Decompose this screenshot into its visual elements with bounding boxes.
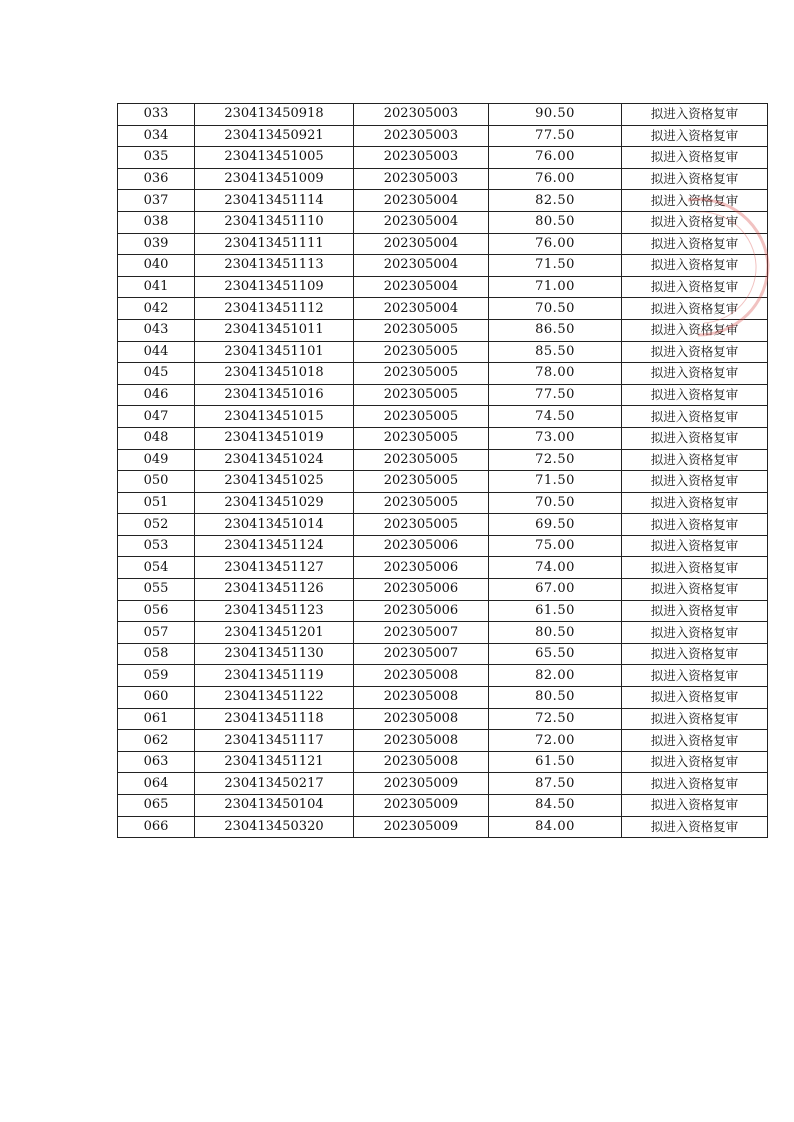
table-row	[118, 622, 768, 644]
result-cell: 拟进入资格复审	[622, 384, 768, 406]
position-code-cell: 202305005	[354, 471, 489, 493]
result-cell: 拟进入资格复审	[622, 622, 768, 644]
results-table-body	[118, 104, 768, 838]
result-cell: 拟进入资格复审	[622, 104, 768, 126]
seq-cell: 058	[118, 643, 195, 665]
seq-cell: 041	[118, 276, 195, 298]
seq-cell: 033	[118, 104, 195, 126]
results-table	[117, 103, 768, 838]
seq-cell: 045	[118, 363, 195, 385]
score-cell: 87.50	[489, 773, 622, 795]
candidate-id-cell: 230413451024	[195, 449, 354, 471]
seq-cell: 053	[118, 535, 195, 557]
result-cell: 拟进入资格复审	[622, 492, 768, 514]
position-code-cell: 202305009	[354, 773, 489, 795]
candidate-id-cell: 230413451118	[195, 708, 354, 730]
table-row	[118, 751, 768, 773]
candidate-id-cell: 230413451113	[195, 255, 354, 277]
seq-cell: 052	[118, 514, 195, 536]
position-code-cell: 202305006	[354, 557, 489, 579]
candidate-id-cell: 230413451121	[195, 751, 354, 773]
candidate-id-cell: 230413451201	[195, 622, 354, 644]
table-row	[118, 147, 768, 169]
score-cell: 61.50	[489, 600, 622, 622]
table-row	[118, 449, 768, 471]
result-cell: 拟进入资格复审	[622, 751, 768, 773]
position-code-cell: 202305009	[354, 816, 489, 838]
result-cell: 拟进入资格复审	[622, 233, 768, 255]
score-cell: 86.50	[489, 319, 622, 341]
result-cell: 拟进入资格复审	[622, 773, 768, 795]
candidate-id-cell: 230413451126	[195, 579, 354, 601]
score-cell: 77.50	[489, 125, 622, 147]
result-cell: 拟进入资格复审	[622, 341, 768, 363]
score-cell: 69.50	[489, 514, 622, 536]
position-code-cell: 202305004	[354, 211, 489, 233]
position-code-cell: 202305005	[354, 384, 489, 406]
position-code-cell: 202305006	[354, 600, 489, 622]
result-cell: 拟进入资格复审	[622, 643, 768, 665]
result-cell: 拟进入资格复审	[622, 795, 768, 817]
result-cell: 拟进入资格复审	[622, 579, 768, 601]
candidate-id-cell: 230413451009	[195, 168, 354, 190]
score-cell: 80.50	[489, 687, 622, 709]
candidate-id-cell: 230413451112	[195, 298, 354, 320]
position-code-cell: 202305003	[354, 104, 489, 126]
result-cell: 拟进入资格复审	[622, 557, 768, 579]
seq-cell: 047	[118, 406, 195, 428]
result-cell: 拟进入资格复审	[622, 406, 768, 428]
score-cell: 71.50	[489, 255, 622, 277]
table-row	[118, 363, 768, 385]
table-row	[118, 233, 768, 255]
position-code-cell: 202305007	[354, 622, 489, 644]
table-row	[118, 579, 768, 601]
result-cell: 拟进入资格复审	[622, 687, 768, 709]
position-code-cell: 202305005	[354, 514, 489, 536]
score-cell: 85.50	[489, 341, 622, 363]
candidate-id-cell: 230413451101	[195, 341, 354, 363]
candidate-id-cell: 230413451123	[195, 600, 354, 622]
seq-cell: 042	[118, 298, 195, 320]
candidate-id-cell: 230413450921	[195, 125, 354, 147]
candidate-id-cell: 230413451130	[195, 643, 354, 665]
seq-cell: 037	[118, 190, 195, 212]
score-cell: 76.00	[489, 233, 622, 255]
candidate-id-cell: 230413451111	[195, 233, 354, 255]
position-code-cell: 202305007	[354, 643, 489, 665]
position-code-cell: 202305005	[354, 341, 489, 363]
candidate-id-cell: 230413450217	[195, 773, 354, 795]
position-code-cell: 202305005	[354, 449, 489, 471]
table-row	[118, 535, 768, 557]
seq-cell: 056	[118, 600, 195, 622]
seq-cell: 055	[118, 579, 195, 601]
seq-cell: 051	[118, 492, 195, 514]
position-code-cell: 202305008	[354, 730, 489, 752]
table-row	[118, 557, 768, 579]
position-code-cell: 202305009	[354, 795, 489, 817]
position-code-cell: 202305008	[354, 665, 489, 687]
candidate-id-cell: 230413451019	[195, 427, 354, 449]
table-row	[118, 773, 768, 795]
candidate-id-cell: 230413451016	[195, 384, 354, 406]
candidate-id-cell: 230413450918	[195, 104, 354, 126]
score-cell: 71.50	[489, 471, 622, 493]
score-cell: 84.50	[489, 795, 622, 817]
result-cell: 拟进入资格复审	[622, 449, 768, 471]
position-code-cell: 202305008	[354, 751, 489, 773]
table-row	[118, 816, 768, 838]
candidate-id-cell: 230413451015	[195, 406, 354, 428]
candidate-id-cell: 230413451005	[195, 147, 354, 169]
result-cell: 拟进入资格复审	[622, 363, 768, 385]
seq-cell: 063	[118, 751, 195, 773]
result-cell: 拟进入资格复审	[622, 276, 768, 298]
score-cell: 65.50	[489, 643, 622, 665]
result-cell: 拟进入资格复审	[622, 708, 768, 730]
seq-cell: 057	[118, 622, 195, 644]
result-cell: 拟进入资格复审	[622, 190, 768, 212]
result-cell: 拟进入资格复审	[622, 600, 768, 622]
seq-cell: 043	[118, 319, 195, 341]
score-cell: 70.50	[489, 492, 622, 514]
table-row	[118, 471, 768, 493]
candidate-id-cell: 230413451025	[195, 471, 354, 493]
score-cell: 72.00	[489, 730, 622, 752]
position-code-cell: 202305005	[354, 492, 489, 514]
result-cell: 拟进入资格复审	[622, 147, 768, 169]
candidate-id-cell: 230413451110	[195, 211, 354, 233]
seq-cell: 039	[118, 233, 195, 255]
table-row	[118, 104, 768, 126]
result-cell: 拟进入资格复审	[622, 471, 768, 493]
score-cell: 80.50	[489, 622, 622, 644]
table-row	[118, 730, 768, 752]
table-row	[118, 600, 768, 622]
table-row	[118, 514, 768, 536]
table-row	[118, 298, 768, 320]
score-cell: 72.50	[489, 708, 622, 730]
candidate-id-cell: 230413451117	[195, 730, 354, 752]
score-cell: 90.50	[489, 104, 622, 126]
score-cell: 74.00	[489, 557, 622, 579]
table-row	[118, 643, 768, 665]
candidate-id-cell: 230413451127	[195, 557, 354, 579]
seq-cell: 050	[118, 471, 195, 493]
result-cell: 拟进入资格复审	[622, 319, 768, 341]
seq-cell: 035	[118, 147, 195, 169]
position-code-cell: 202305006	[354, 579, 489, 601]
result-cell: 拟进入资格复审	[622, 730, 768, 752]
table-row	[118, 427, 768, 449]
score-cell: 74.50	[489, 406, 622, 428]
table-row	[118, 125, 768, 147]
result-cell: 拟进入资格复审	[622, 514, 768, 536]
score-cell: 73.00	[489, 427, 622, 449]
position-code-cell: 202305005	[354, 363, 489, 385]
seq-cell: 049	[118, 449, 195, 471]
candidate-id-cell: 230413450320	[195, 816, 354, 838]
result-cell: 拟进入资格复审	[622, 665, 768, 687]
score-cell: 71.00	[489, 276, 622, 298]
table-row	[118, 708, 768, 730]
table-row	[118, 341, 768, 363]
result-cell: 拟进入资格复审	[622, 255, 768, 277]
position-code-cell: 202305008	[354, 687, 489, 709]
score-cell: 76.00	[489, 147, 622, 169]
table-row	[118, 665, 768, 687]
position-code-cell: 202305004	[354, 276, 489, 298]
result-cell: 拟进入资格复审	[622, 427, 768, 449]
score-cell: 82.50	[489, 190, 622, 212]
result-cell: 拟进入资格复审	[622, 168, 768, 190]
seq-cell: 038	[118, 211, 195, 233]
position-code-cell: 202305003	[354, 125, 489, 147]
table-row	[118, 384, 768, 406]
score-cell: 78.00	[489, 363, 622, 385]
position-code-cell: 202305003	[354, 147, 489, 169]
result-cell: 拟进入资格复审	[622, 298, 768, 320]
result-cell: 拟进入资格复审	[622, 535, 768, 557]
seq-cell: 044	[118, 341, 195, 363]
score-cell: 82.00	[489, 665, 622, 687]
seq-cell: 060	[118, 687, 195, 709]
score-cell: 77.50	[489, 384, 622, 406]
seq-cell: 048	[118, 427, 195, 449]
position-code-cell: 202305006	[354, 535, 489, 557]
candidate-id-cell: 230413451114	[195, 190, 354, 212]
seq-cell: 064	[118, 773, 195, 795]
candidate-id-cell: 230413451018	[195, 363, 354, 385]
table-row	[118, 406, 768, 428]
table-row	[118, 190, 768, 212]
table-row	[118, 255, 768, 277]
seq-cell: 034	[118, 125, 195, 147]
table-row	[118, 168, 768, 190]
seq-cell: 061	[118, 708, 195, 730]
candidate-id-cell: 230413451124	[195, 535, 354, 557]
table-row	[118, 492, 768, 514]
position-code-cell: 202305004	[354, 255, 489, 277]
candidate-id-cell: 230413451109	[195, 276, 354, 298]
position-code-cell: 202305004	[354, 298, 489, 320]
table-row	[118, 319, 768, 341]
score-cell: 67.00	[489, 579, 622, 601]
seq-cell: 046	[118, 384, 195, 406]
seq-cell: 065	[118, 795, 195, 817]
table-row	[118, 795, 768, 817]
seq-cell: 040	[118, 255, 195, 277]
seq-cell: 062	[118, 730, 195, 752]
position-code-cell: 202305005	[354, 406, 489, 428]
seq-cell: 059	[118, 665, 195, 687]
position-code-cell: 202305008	[354, 708, 489, 730]
position-code-cell: 202305004	[354, 190, 489, 212]
candidate-id-cell: 230413451122	[195, 687, 354, 709]
candidate-id-cell: 230413451119	[195, 665, 354, 687]
seq-cell: 036	[118, 168, 195, 190]
result-cell: 拟进入资格复审	[622, 816, 768, 838]
score-cell: 70.50	[489, 298, 622, 320]
position-code-cell: 202305005	[354, 427, 489, 449]
score-cell: 75.00	[489, 535, 622, 557]
score-cell: 80.50	[489, 211, 622, 233]
position-code-cell: 202305003	[354, 168, 489, 190]
table-row	[118, 211, 768, 233]
score-cell: 61.50	[489, 751, 622, 773]
position-code-cell: 202305004	[354, 233, 489, 255]
table-row	[118, 687, 768, 709]
seq-cell: 066	[118, 816, 195, 838]
result-cell: 拟进入资格复审	[622, 125, 768, 147]
candidate-id-cell: 230413450104	[195, 795, 354, 817]
result-cell: 拟进入资格复审	[622, 211, 768, 233]
candidate-id-cell: 230413451029	[195, 492, 354, 514]
score-cell: 84.00	[489, 816, 622, 838]
seq-cell: 054	[118, 557, 195, 579]
position-code-cell: 202305005	[354, 319, 489, 341]
score-cell: 72.50	[489, 449, 622, 471]
candidate-id-cell: 230413451011	[195, 319, 354, 341]
score-cell: 76.00	[489, 168, 622, 190]
candidate-id-cell: 230413451014	[195, 514, 354, 536]
table-row	[118, 276, 768, 298]
